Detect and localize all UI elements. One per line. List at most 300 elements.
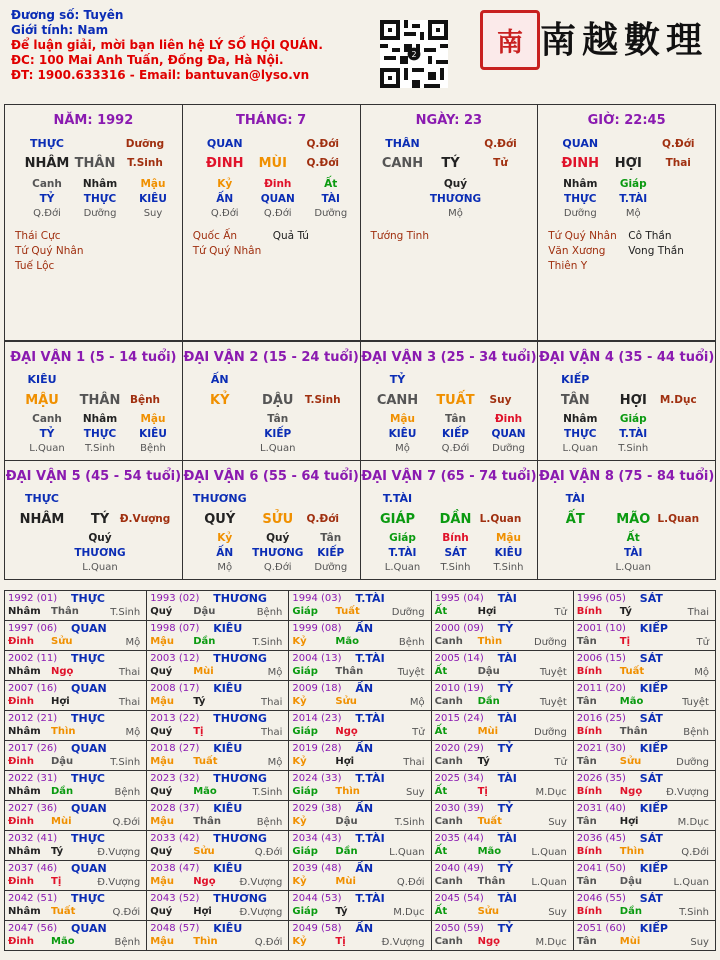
heavenly-stem: ĐINH bbox=[561, 156, 599, 171]
stage-label: Tuyệt bbox=[682, 697, 709, 708]
year-cell bbox=[289, 681, 431, 711]
pillar-title: NGÀY: 23 bbox=[415, 113, 483, 128]
stage-label: Dưỡng bbox=[533, 727, 567, 738]
year-stem: Giáp bbox=[292, 606, 318, 617]
pillars-grid bbox=[4, 104, 716, 341]
dai-van-row-2 bbox=[4, 460, 716, 580]
dai-van-cell bbox=[538, 461, 716, 580]
ten-god-label: THƯƠNG bbox=[213, 772, 267, 785]
year-stem: Mậu bbox=[150, 696, 175, 707]
stage-label: T.Sinh bbox=[110, 607, 141, 618]
year-label: 2027 (36) bbox=[8, 803, 58, 814]
earthly-branch: HỢI bbox=[619, 393, 647, 408]
year-cell bbox=[574, 801, 716, 831]
ten-god-label: TÀI bbox=[565, 492, 585, 505]
stage-label: Q.Đới bbox=[254, 847, 283, 858]
year-branch: Dần bbox=[193, 636, 216, 647]
hidden-stem-h3: T.Sinh bbox=[493, 562, 524, 573]
hidden-stem-h1: Đinh bbox=[494, 413, 523, 425]
year-branch: Tị bbox=[477, 786, 488, 797]
hidden-stem-h1: Giáp bbox=[619, 178, 647, 190]
year-branch: Dậu bbox=[619, 876, 642, 887]
ten-god-label: T.TÀI bbox=[355, 712, 385, 725]
year-stem: Quý bbox=[150, 666, 173, 677]
year-stem: Kỷ bbox=[292, 876, 307, 887]
svg-text:2: 2 bbox=[411, 50, 417, 60]
ten-god-label: TỶ bbox=[497, 682, 514, 695]
year-cell bbox=[574, 771, 716, 801]
stage-label: Tuyệt bbox=[397, 667, 425, 678]
year-cell bbox=[289, 921, 431, 951]
hidden-stem-h2: T.TÀI bbox=[388, 547, 417, 559]
year-cell bbox=[574, 621, 716, 651]
year-stem: Đinh bbox=[8, 876, 35, 887]
year-branch: Thìn bbox=[619, 846, 645, 857]
year-label: 2035 (44) bbox=[434, 833, 484, 844]
star-name: Thiên Y bbox=[548, 260, 588, 272]
hidden-stem-h1: Ất bbox=[626, 532, 640, 544]
year-stem: Nhâm bbox=[8, 666, 41, 677]
header-info bbox=[11, 8, 323, 83]
year-branch: Mùi bbox=[335, 876, 356, 887]
ten-god-label: ẤN bbox=[355, 802, 374, 815]
stage-label: Mộ bbox=[125, 637, 141, 648]
year-stem: Nhâm bbox=[8, 726, 41, 737]
star-name: Tướng Tinh bbox=[370, 230, 429, 242]
hidden-stem-h1: Nhâm bbox=[563, 413, 598, 425]
year-cell bbox=[574, 921, 716, 951]
year-branch: Mùi bbox=[193, 666, 214, 677]
ten-god-label: TÀI bbox=[497, 772, 517, 785]
year-branch: Sửu bbox=[335, 696, 357, 707]
year-branch: Dần bbox=[335, 846, 358, 857]
year-cell bbox=[5, 831, 147, 861]
ten-god-label: QUAN bbox=[562, 137, 599, 150]
hidden-stem-h2: KIẾP bbox=[442, 428, 469, 440]
stage-label: M.Dục bbox=[393, 907, 425, 918]
ten-god-label: T.TÀI bbox=[355, 592, 385, 605]
stage-label: Suy bbox=[405, 787, 425, 798]
hidden-stem-h2: SÁT bbox=[444, 547, 467, 559]
year-branch: Sửu bbox=[477, 906, 500, 917]
hidden-stem-h2: KIẾP bbox=[264, 428, 292, 440]
year-stem: Đinh bbox=[8, 756, 35, 767]
year-label: 2008 (17) bbox=[150, 683, 200, 694]
stars-right bbox=[628, 229, 684, 259]
stage-label: Đ.Vượng bbox=[239, 877, 283, 888]
stage-label: Bệnh bbox=[114, 937, 141, 948]
year-branch: Tý bbox=[335, 906, 348, 917]
hidden-stem-h2: THỰC bbox=[83, 193, 117, 205]
stage-label: Dưỡng bbox=[125, 138, 165, 150]
stage-label: T.Sinh bbox=[127, 157, 163, 169]
ten-god-label: TÀI bbox=[497, 832, 517, 845]
dai-van-title: ĐẠI VẬN 2 (15 - 24 tuổi) bbox=[183, 350, 359, 365]
year-stem: Mậu bbox=[150, 876, 175, 887]
year-label: 2031 (40) bbox=[576, 803, 626, 814]
year-branch: Sửu bbox=[193, 846, 215, 857]
hidden-stem-h3: L.Quan bbox=[615, 562, 651, 573]
heavenly-stem: NHÂM bbox=[24, 156, 70, 171]
hidden-stem-h3: Q.Đới bbox=[263, 562, 292, 573]
hidden-stem-h1: Ất bbox=[324, 178, 338, 190]
stars-left bbox=[371, 229, 429, 244]
dai-van-cell bbox=[361, 342, 539, 461]
hidden-stem-h1: Tân bbox=[320, 532, 342, 544]
year-label: 2021 (30) bbox=[576, 743, 626, 754]
hidden-stem-h2: KIẾP bbox=[317, 547, 345, 559]
stage-label: Đ.Vượng bbox=[666, 787, 709, 798]
year-branch: Mão bbox=[51, 936, 75, 947]
year-cell bbox=[432, 591, 574, 621]
ten-god-label: KIẾP bbox=[639, 802, 668, 815]
earthly-branch: TÝ bbox=[90, 512, 110, 527]
year-branch: Ngọ bbox=[193, 876, 216, 887]
stars-right bbox=[273, 229, 309, 244]
hidden-stem-h3: Mộ bbox=[395, 443, 410, 454]
hidden-stem-h1: Mậu bbox=[495, 532, 521, 544]
stage-label: Mộ bbox=[267, 667, 283, 678]
year-stem: Nhâm bbox=[8, 786, 41, 797]
year-branch: Mão bbox=[335, 636, 359, 647]
year-branch: Thân bbox=[193, 816, 221, 827]
year-cell bbox=[289, 891, 431, 921]
hidden-stem-h2: TÀI bbox=[321, 193, 340, 205]
year-label: 2009 (18) bbox=[292, 683, 342, 694]
hidden-stem-h1: Quý bbox=[88, 532, 112, 544]
year-label: 1992 (01) bbox=[8, 593, 58, 604]
year-branch: Thìn bbox=[193, 936, 218, 947]
stage-label: Tử bbox=[696, 637, 709, 648]
year-cell bbox=[574, 651, 716, 681]
dai-van-row-1 bbox=[4, 341, 716, 461]
hidden-stem-h1: Nhâm bbox=[82, 178, 118, 190]
year-stem: Quý bbox=[150, 606, 173, 617]
stage-label: Q.Đới bbox=[681, 847, 709, 858]
year-cell bbox=[5, 681, 147, 711]
year-stem: Bính bbox=[576, 906, 603, 917]
year-cell bbox=[574, 741, 716, 771]
hidden-stem-h1: Canh bbox=[32, 178, 62, 190]
year-label: 2047 (56) bbox=[8, 923, 58, 934]
ten-god-label: ẤN bbox=[355, 742, 374, 755]
hidden-stem-h2: TÀI bbox=[624, 547, 643, 559]
year-stem: Quý bbox=[150, 846, 173, 857]
ten-god-label: T.TÀI bbox=[382, 492, 413, 505]
stage-label: Thai bbox=[261, 697, 283, 708]
pillar-title: NĂM: 1992 bbox=[53, 113, 134, 128]
heavenly-stem: ẤT bbox=[565, 512, 585, 527]
pillar-year bbox=[5, 105, 183, 341]
year-cell bbox=[147, 741, 289, 771]
year-branch: Tuất bbox=[193, 756, 218, 767]
year-label: 2026 (35) bbox=[576, 773, 626, 784]
ten-god-label: TÀI bbox=[497, 652, 517, 665]
star-name: Quả Tú bbox=[272, 230, 309, 242]
stage-label: Q.Đới bbox=[484, 138, 517, 150]
year-label: 1998 (07) bbox=[150, 623, 200, 634]
year-label: 2001 (10) bbox=[576, 623, 626, 634]
hidden-stem-h3: L.Quan bbox=[562, 443, 598, 454]
stage-label: Bệnh bbox=[256, 607, 283, 618]
year-branch: Thân bbox=[477, 876, 506, 887]
dai-van-title: ĐẠI VẬN 5 (45 - 54 tuổi) bbox=[5, 469, 182, 484]
year-cell bbox=[574, 861, 716, 891]
year-stem: Mậu bbox=[150, 816, 175, 827]
year-branch: Tý bbox=[477, 756, 490, 767]
year-stem: Kỷ bbox=[292, 636, 307, 647]
ten-god-label: THỰC bbox=[71, 892, 105, 905]
year-stem: Canh bbox=[434, 756, 463, 767]
address-line: ĐC: 100 Mai Anh Tuấn, Đống Đa, Hà Nội. bbox=[11, 53, 284, 67]
hidden-stem-h3: Bệnh bbox=[140, 443, 166, 454]
hidden-stem-h2: THỰC bbox=[564, 428, 597, 440]
year-label: 2024 (33) bbox=[292, 773, 342, 784]
hidden-stem-h1: Canh bbox=[32, 413, 62, 425]
stars-left bbox=[548, 229, 616, 274]
year-branch: Thân bbox=[619, 726, 648, 737]
pillar-hour bbox=[538, 105, 716, 341]
hidden-stem-h3: Q.Đới bbox=[263, 208, 292, 219]
year-label: 2012 (21) bbox=[8, 713, 58, 724]
dai-van-title: ĐẠI VẬN 7 (65 - 74 tuổi) bbox=[361, 469, 537, 484]
hidden-stem-h1: Nhâm bbox=[563, 178, 598, 190]
year-branch: Dậu bbox=[51, 756, 74, 767]
earthly-branch: MÃO bbox=[616, 512, 651, 527]
stage-label: L.Quan bbox=[389, 847, 425, 858]
year-stem: Kỷ bbox=[292, 936, 307, 947]
stage-label: Tử bbox=[554, 607, 567, 618]
ten-god-label: QUAN bbox=[71, 742, 107, 755]
stage-label: Suy bbox=[690, 937, 709, 948]
year-label: 1996 (05) bbox=[576, 593, 626, 604]
year-branch: Thìn bbox=[51, 726, 76, 737]
ten-god-label: SÁT bbox=[639, 772, 663, 785]
stage-label: T.Sinh bbox=[394, 817, 425, 828]
owner-label: Đương số: bbox=[11, 8, 80, 22]
stage-label: Thai bbox=[261, 727, 283, 738]
heavenly-stem: KỶ bbox=[210, 393, 230, 408]
ten-god-label: THƯƠNG bbox=[213, 592, 267, 605]
ten-god-label: THƯƠNG bbox=[213, 712, 267, 725]
year-stem: Kỷ bbox=[292, 696, 307, 707]
ten-god-label: T.TÀI bbox=[355, 652, 385, 665]
year-cell bbox=[432, 921, 574, 951]
stage-label: L.Quan bbox=[657, 513, 700, 525]
stage-label: Đ.Vượng bbox=[239, 907, 283, 918]
year-cell bbox=[289, 711, 431, 741]
stage-label: Q.Đới bbox=[661, 138, 695, 150]
hidden-stem-h2: KIÊU bbox=[494, 547, 523, 559]
pillar-title: GIỜ: 22:45 bbox=[587, 113, 666, 128]
owner-name: Tuyên bbox=[83, 8, 124, 22]
year-cell bbox=[147, 831, 289, 861]
stage-label: Mộ bbox=[267, 757, 283, 768]
ten-god-label: QUAN bbox=[71, 802, 107, 815]
stage-label: T.Sinh bbox=[110, 757, 141, 768]
year-label: 2022 (31) bbox=[8, 773, 58, 784]
stage-label: Đ.Vượng bbox=[97, 877, 141, 888]
year-stem: Bính bbox=[576, 666, 603, 677]
ten-god-label: ẤN bbox=[355, 622, 374, 635]
year-stem: Đinh bbox=[8, 816, 35, 827]
year-label: 2005 (14) bbox=[434, 653, 484, 664]
hidden-stem-h2: KIÊU bbox=[139, 193, 167, 205]
year-cell bbox=[5, 771, 147, 801]
year-stem: Canh bbox=[434, 816, 463, 827]
year-cell bbox=[147, 921, 289, 951]
year-cell bbox=[147, 621, 289, 651]
earthly-branch: TÝ bbox=[441, 156, 460, 171]
year-stem: Mậu bbox=[150, 936, 175, 947]
year-stem: Ất bbox=[434, 906, 448, 917]
ten-god-label: THỰC bbox=[71, 652, 105, 665]
ten-god-label: KIẾP bbox=[639, 682, 668, 695]
year-label: 1995 (04) bbox=[434, 593, 484, 604]
year-label: 2018 (27) bbox=[150, 743, 200, 754]
year-cell bbox=[147, 651, 289, 681]
stage-label: Tử bbox=[412, 727, 425, 738]
ten-god-label: TỶ bbox=[497, 622, 514, 635]
year-branch: Mùi bbox=[51, 816, 72, 827]
year-stem: Mậu bbox=[150, 636, 175, 647]
year-label: 2014 (23) bbox=[292, 713, 342, 724]
year-stem: Nhâm bbox=[8, 846, 41, 857]
year-branch: Tị bbox=[619, 636, 631, 647]
gender-label: Giới tính: bbox=[11, 23, 74, 37]
star-name: Tứ Quý Nhân bbox=[548, 230, 617, 242]
year-label: 2051 (60) bbox=[576, 923, 626, 934]
ten-god-label: THỰC bbox=[71, 592, 105, 605]
hidden-stem-h3: L.Quan bbox=[384, 562, 421, 573]
hidden-stem-h1: Quý bbox=[443, 178, 468, 190]
year-branch: Tý bbox=[51, 846, 64, 857]
year-label: 2013 (22) bbox=[150, 713, 200, 724]
hidden-stem-h3: T.Sinh bbox=[618, 443, 649, 454]
year-branch: Dần bbox=[51, 786, 74, 797]
year-label: 2023 (32) bbox=[150, 773, 200, 784]
ten-god-label: QUAN bbox=[71, 922, 107, 935]
year-stem: Bính bbox=[576, 846, 603, 857]
year-stem: Tân bbox=[576, 696, 597, 707]
stage-label: T.Sinh bbox=[304, 394, 341, 406]
ten-god-label: QUAN bbox=[71, 682, 107, 695]
year-cell bbox=[289, 861, 431, 891]
earthly-branch: THÂN bbox=[74, 156, 116, 171]
star-name: Quốc Ấn bbox=[192, 230, 238, 242]
year-stem: Canh bbox=[434, 696, 463, 707]
year-branch: Tuất bbox=[335, 606, 360, 617]
year-label: 2029 (38) bbox=[292, 803, 342, 814]
year-cell bbox=[574, 681, 716, 711]
year-label: 2049 (58) bbox=[292, 923, 342, 934]
hidden-stem-h1: Mậu bbox=[140, 413, 166, 425]
year-label: 2036 (45) bbox=[576, 833, 626, 844]
dai-van-title: ĐẠI VẬN 4 (35 - 44 tuổi) bbox=[538, 350, 715, 365]
year-label: 2011 (20) bbox=[576, 683, 626, 694]
star-name: Văn Xương bbox=[548, 245, 606, 257]
year-branch: Dần bbox=[477, 696, 500, 707]
ten-god-label: QUAN bbox=[71, 862, 107, 875]
annual-table bbox=[4, 590, 716, 951]
year-branch: Mão bbox=[619, 696, 644, 707]
ten-god-label: T.TÀI bbox=[355, 772, 385, 785]
year-label: 2002 (11) bbox=[8, 653, 58, 664]
year-branch: Ngọ bbox=[335, 726, 358, 737]
year-label: 2015 (24) bbox=[434, 713, 484, 724]
year-cell bbox=[147, 891, 289, 921]
year-cell bbox=[574, 831, 716, 861]
hidden-stem-h3: T.Sinh bbox=[85, 443, 115, 454]
stage-label: Tuyệt bbox=[539, 697, 567, 708]
hidden-stem-h2: THỰC bbox=[83, 428, 117, 440]
year-label: 2004 (13) bbox=[292, 653, 342, 664]
year-cell bbox=[289, 831, 431, 861]
ten-god-label: T.TÀI bbox=[355, 892, 385, 905]
dai-van-cell bbox=[538, 342, 716, 461]
year-stem: Quý bbox=[150, 786, 173, 797]
ten-god-label: SÁT bbox=[639, 832, 663, 845]
stage-label: Thai bbox=[403, 757, 425, 768]
stage-label: Q.Đới bbox=[306, 157, 340, 169]
year-label: 2040 (49) bbox=[434, 863, 484, 874]
year-stem: Đinh bbox=[8, 936, 35, 947]
ten-god-label: THỰC bbox=[71, 832, 105, 845]
year-branch: Tuất bbox=[619, 666, 645, 677]
year-stem: Ất bbox=[434, 846, 448, 857]
qr-code-icon bbox=[380, 20, 448, 88]
year-branch: Tị bbox=[335, 936, 346, 947]
year-cell bbox=[5, 621, 147, 651]
stage-label: L.Quan bbox=[479, 513, 522, 525]
year-label: 2033 (42) bbox=[150, 833, 200, 844]
year-cell bbox=[5, 921, 147, 951]
year-branch: Mão bbox=[193, 786, 217, 797]
year-label: 1994 (03) bbox=[292, 593, 342, 604]
earthly-branch: TUẤT bbox=[436, 393, 475, 408]
year-branch: Thân bbox=[51, 606, 79, 617]
hidden-stem-h3: Mộ bbox=[448, 208, 463, 219]
year-stem: Giáp bbox=[292, 846, 318, 857]
ten-god-label: ẤN bbox=[355, 862, 374, 875]
stage-label: Tử bbox=[493, 157, 508, 169]
star-name: Tứ Quý Nhân bbox=[192, 245, 262, 257]
hidden-stem-h2: THƯƠNG bbox=[74, 547, 126, 559]
year-cell bbox=[574, 891, 716, 921]
year-cell bbox=[5, 741, 147, 771]
year-cell bbox=[574, 711, 716, 741]
hidden-stem-h1: Nhâm bbox=[82, 413, 118, 425]
stage-label: L.Quan bbox=[531, 877, 567, 888]
ten-god-label: ẤN bbox=[355, 682, 374, 695]
year-stem: Nhâm bbox=[8, 906, 41, 917]
year-label: 2034 (43) bbox=[292, 833, 342, 844]
year-branch: Hợi bbox=[477, 606, 497, 617]
year-branch: Dậu bbox=[193, 606, 216, 617]
year-cell bbox=[5, 711, 147, 741]
hidden-stem-h1: Mậu bbox=[140, 178, 166, 190]
year-cell bbox=[289, 771, 431, 801]
year-branch: Tý bbox=[619, 606, 632, 617]
stage-label: M.Dục bbox=[659, 394, 697, 406]
year-label: 2043 (52) bbox=[150, 893, 200, 904]
year-branch: Tị bbox=[193, 726, 204, 737]
star-name: Vong Thần bbox=[628, 245, 684, 257]
stage-label: Thai bbox=[118, 697, 141, 708]
year-label: 2019 (28) bbox=[292, 743, 342, 754]
stage-label: Đ.Vượng bbox=[97, 847, 141, 858]
year-cell bbox=[432, 681, 574, 711]
